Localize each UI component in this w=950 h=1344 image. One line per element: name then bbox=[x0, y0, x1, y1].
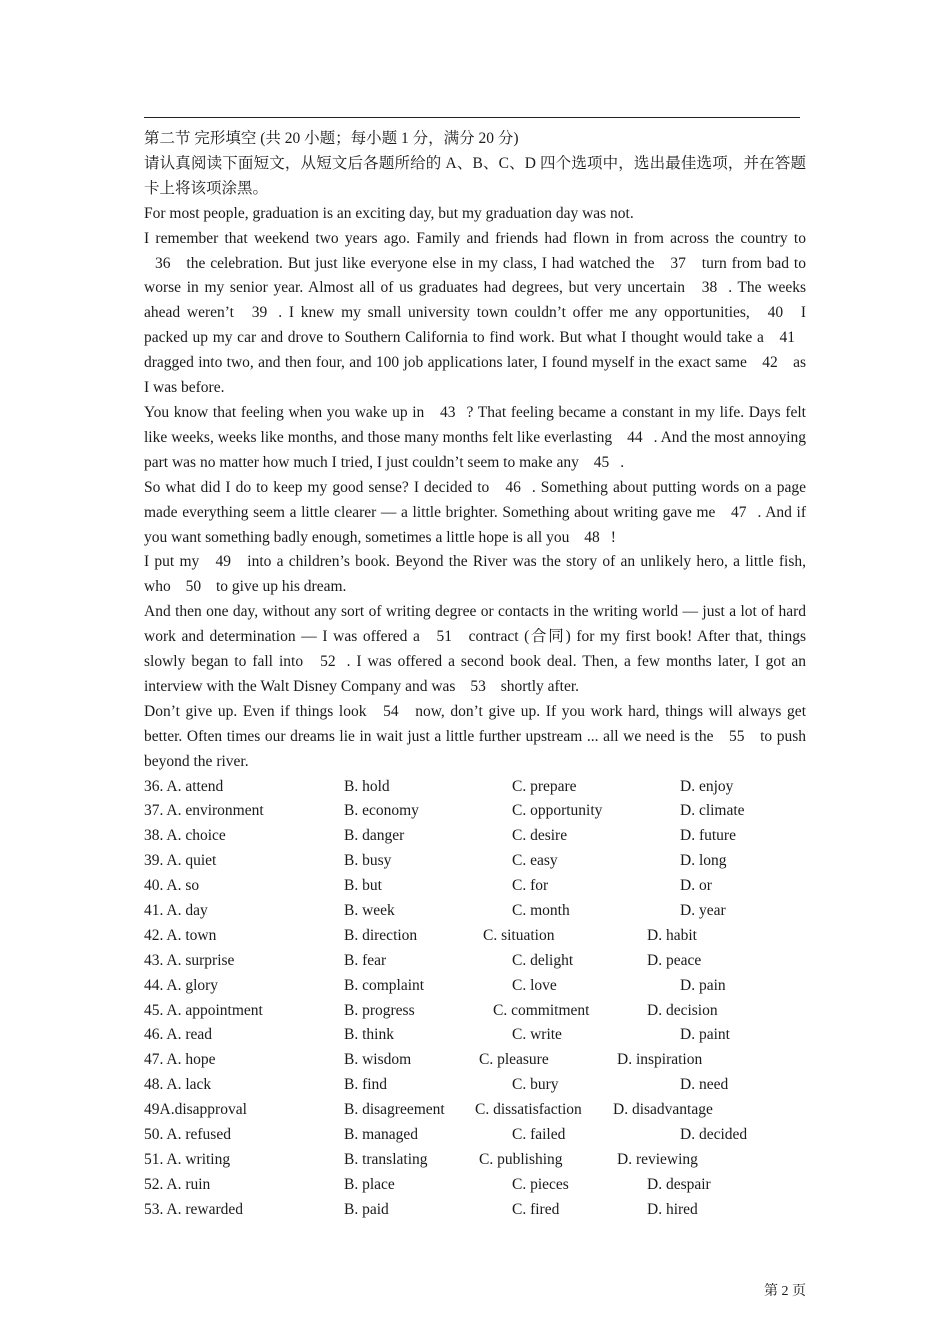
blank-number: 41 bbox=[779, 329, 795, 347]
option-row bbox=[144, 924, 806, 949]
option-a: 38. A. choice bbox=[144, 827, 226, 845]
option-row bbox=[144, 899, 806, 924]
option-c: C. bury bbox=[512, 1076, 559, 1094]
option-c: C. delight bbox=[512, 951, 574, 969]
option-b: B. fear bbox=[344, 951, 387, 969]
blank-number: 36 bbox=[155, 254, 171, 272]
header-rule bbox=[144, 117, 800, 118]
option-a: 49A.disapproval bbox=[144, 1101, 247, 1119]
option-a: 45. A. appointment bbox=[144, 1001, 263, 1019]
blank-number: 40 bbox=[767, 304, 784, 322]
option-a: 52. A. ruin bbox=[144, 1175, 211, 1193]
option-a: 37. A. environment bbox=[144, 802, 264, 820]
option-a: 42. A. town bbox=[144, 926, 217, 944]
option-c: C. commitment bbox=[493, 1001, 590, 1019]
cloze-passage bbox=[144, 202, 806, 775]
option-b: B. think bbox=[344, 1026, 394, 1044]
option-b: B. week bbox=[344, 902, 395, 920]
option-c: C. write bbox=[512, 1026, 562, 1044]
option-b: B. translating bbox=[344, 1150, 428, 1168]
option-d: D. year bbox=[680, 902, 726, 920]
option-row bbox=[144, 1173, 806, 1198]
option-c: C. prepare bbox=[512, 777, 577, 795]
option-b: B. disagreement bbox=[344, 1101, 445, 1119]
option-b: B. complaint bbox=[344, 976, 425, 994]
option-a: 41. A. day bbox=[144, 902, 208, 920]
blank-number: 37 bbox=[670, 254, 686, 272]
option-c: C. pleasure bbox=[479, 1051, 549, 1069]
option-c: C. love bbox=[512, 976, 557, 994]
blank-number: 50 bbox=[185, 578, 202, 596]
blank-number: 44 bbox=[627, 428, 643, 446]
blank-number: 39 bbox=[251, 304, 268, 322]
option-d: D. reviewing bbox=[617, 1150, 698, 1168]
option-a: 51. A. writing bbox=[144, 1150, 231, 1168]
passage-paragraph: Don’t give up. Even if things look 54 now, don’t give up. If you work hard, things will always get better. Often times our dreams lie in wait just a little further upstream ... all we need is the 55 to push beyond the river. bbox=[144, 702, 806, 770]
option-d: D. inspiration bbox=[617, 1051, 703, 1069]
blank-number: 45 bbox=[593, 453, 610, 471]
option-c: C. failed bbox=[512, 1126, 566, 1144]
passage-paragraph: For most people, graduation is an exciting day, but my graduation day was not. bbox=[144, 204, 634, 222]
passage-paragraph: You know that feeling when you wake up in 43 ? That feeling became a constant in my life. Days felt like weeks, weeks like months, and those many months felt like everlasting 44 . And the most annoying part was no matter how much I tried, I just couldn’t seem to make any 45 . bbox=[144, 403, 806, 471]
blank-number: 53 bbox=[470, 677, 486, 695]
option-b: B. busy bbox=[344, 852, 392, 870]
option-a: 43. A. surprise bbox=[144, 951, 235, 969]
option-b: B. hold bbox=[344, 777, 390, 795]
blank-number: 55 bbox=[729, 727, 745, 745]
option-c: C. dissatisfaction bbox=[475, 1101, 582, 1119]
option-c: C. pieces bbox=[512, 1175, 569, 1193]
option-row bbox=[144, 1048, 806, 1073]
option-row bbox=[144, 999, 806, 1024]
option-row bbox=[144, 1023, 806, 1048]
option-d: D. climate bbox=[680, 802, 745, 820]
cloze-section bbox=[144, 127, 806, 1223]
passage-paragraph: I put my 49 into a children’s book. Beyond the River was the story of an unlikely hero, a little fish, who 50 to give up his dream. bbox=[144, 553, 806, 596]
option-row bbox=[144, 949, 806, 974]
option-c: C. publishing bbox=[479, 1150, 563, 1168]
option-row bbox=[144, 1198, 806, 1223]
page-number: 第 2 页 bbox=[764, 1284, 806, 1299]
options-list bbox=[144, 775, 806, 1223]
option-a: 53. A. rewarded bbox=[144, 1200, 243, 1218]
option-row bbox=[144, 1073, 806, 1098]
blank-number: 52 bbox=[320, 653, 336, 671]
option-row bbox=[144, 1148, 806, 1173]
option-row bbox=[144, 1123, 806, 1148]
option-d: D. despair bbox=[647, 1175, 711, 1193]
option-d: D. pain bbox=[680, 976, 726, 994]
blank-number: 54 bbox=[383, 702, 399, 720]
option-row bbox=[144, 974, 806, 999]
option-b: B. but bbox=[344, 877, 382, 895]
passage-paragraph: So what did I do to keep my good sense? I decided to 46 . Something about putting words on a page made everything seem a little clearer — a little brighter. Something about writing gave me 47 . And if you want something badly enough, sometimes a little hope is all you 48 ! bbox=[144, 478, 806, 546]
option-row bbox=[144, 824, 806, 849]
option-a: 44. A. glory bbox=[144, 976, 219, 994]
option-c: C. desire bbox=[512, 827, 568, 845]
option-row bbox=[144, 1098, 806, 1123]
option-d: D. peace bbox=[647, 951, 702, 969]
blank-number: 42 bbox=[762, 354, 778, 372]
option-d: D. long bbox=[680, 852, 727, 870]
blank-number: 51 bbox=[436, 628, 452, 646]
option-d: D. decision bbox=[647, 1001, 718, 1019]
option-a: 36. A. attend bbox=[144, 777, 224, 795]
blank-number: 47 bbox=[731, 503, 747, 521]
option-d: D. paint bbox=[680, 1026, 730, 1044]
option-a: 50. A. refused bbox=[144, 1126, 231, 1144]
blank-number: 43 bbox=[439, 403, 456, 421]
option-row bbox=[144, 799, 806, 824]
option-c: C. month bbox=[512, 902, 570, 920]
option-d: D. or bbox=[680, 877, 712, 895]
option-b: B. direction bbox=[344, 926, 418, 944]
option-row bbox=[144, 849, 806, 874]
option-a: 39. A. quiet bbox=[144, 852, 217, 870]
option-c: C. situation bbox=[483, 926, 555, 944]
option-row bbox=[144, 775, 806, 800]
blank-number: 38 bbox=[701, 279, 718, 297]
option-c: C. for bbox=[512, 877, 549, 895]
option-row bbox=[144, 874, 806, 899]
option-a: 48. A. lack bbox=[144, 1076, 212, 1094]
section-title: 第二节 完形填空 (共 20 小题；每小题 1 分，满分 20 分) bbox=[144, 130, 519, 147]
blank-number: 46 bbox=[505, 478, 521, 496]
section-instruction: 请认真阅读下面短文，从短文后各题所给的 A、B、C、D 四个选项中，选出最佳选项，并在答题卡上将该项涂黑。 bbox=[144, 154, 806, 197]
option-d: D. need bbox=[680, 1076, 729, 1094]
option-a: 47. A. hope bbox=[144, 1051, 216, 1069]
option-b: B. find bbox=[344, 1076, 388, 1094]
option-b: B. managed bbox=[344, 1126, 419, 1144]
option-b: B. paid bbox=[344, 1200, 389, 1218]
passage-paragraph: I remember that weekend two years ago. Family and friends had flown in from across the country to 36 the celebration. But just like everyone else in my class, I had watched the 37 turn from bad to worse in my senior year. Almost all of us graduates had degrees, but very uncertain 38 . The weeks ahead weren’t 39 . I knew my small university town couldn’t offer me any opportunities, 40 I packed up my car and drove to Southern California to find work. But what I thought would take a 41 dragged into two, and then four, and 100 job applications later, I found myself in the exact same 42 as I was before. bbox=[144, 229, 806, 397]
option-d: D. disadvantage bbox=[613, 1101, 713, 1119]
option-d: D. enjoy bbox=[680, 777, 734, 795]
blank-number: 49 bbox=[215, 553, 232, 571]
option-b: B. danger bbox=[344, 827, 405, 845]
option-d: D. habit bbox=[647, 926, 697, 944]
option-a: 40. A. so bbox=[144, 877, 200, 895]
option-c: C. easy bbox=[512, 852, 558, 870]
option-d: D. decided bbox=[680, 1126, 748, 1144]
passage-paragraph: And then one day, without any sort of writing degree or contacts in the writing world — just a lot of hard work and determination — I was offered a 51 contract (合同) for my first book! After that, things slowly began to fall into 52 . I was offered a second book deal. Then, a few months later, I got an interview with the Walt Disney Company and was 53 shortly after. bbox=[144, 603, 807, 695]
option-b: B. economy bbox=[344, 802, 419, 820]
option-b: B. wisdom bbox=[344, 1051, 412, 1069]
option-c: C. opportunity bbox=[512, 802, 603, 820]
option-b: B. progress bbox=[344, 1001, 415, 1019]
option-d: D. hired bbox=[647, 1200, 698, 1218]
option-c: C. fired bbox=[512, 1200, 560, 1218]
option-d: D. future bbox=[680, 827, 736, 845]
option-a: 46. A. read bbox=[144, 1026, 213, 1044]
blank-number: 48 bbox=[584, 528, 600, 546]
option-b: B. place bbox=[344, 1175, 395, 1193]
